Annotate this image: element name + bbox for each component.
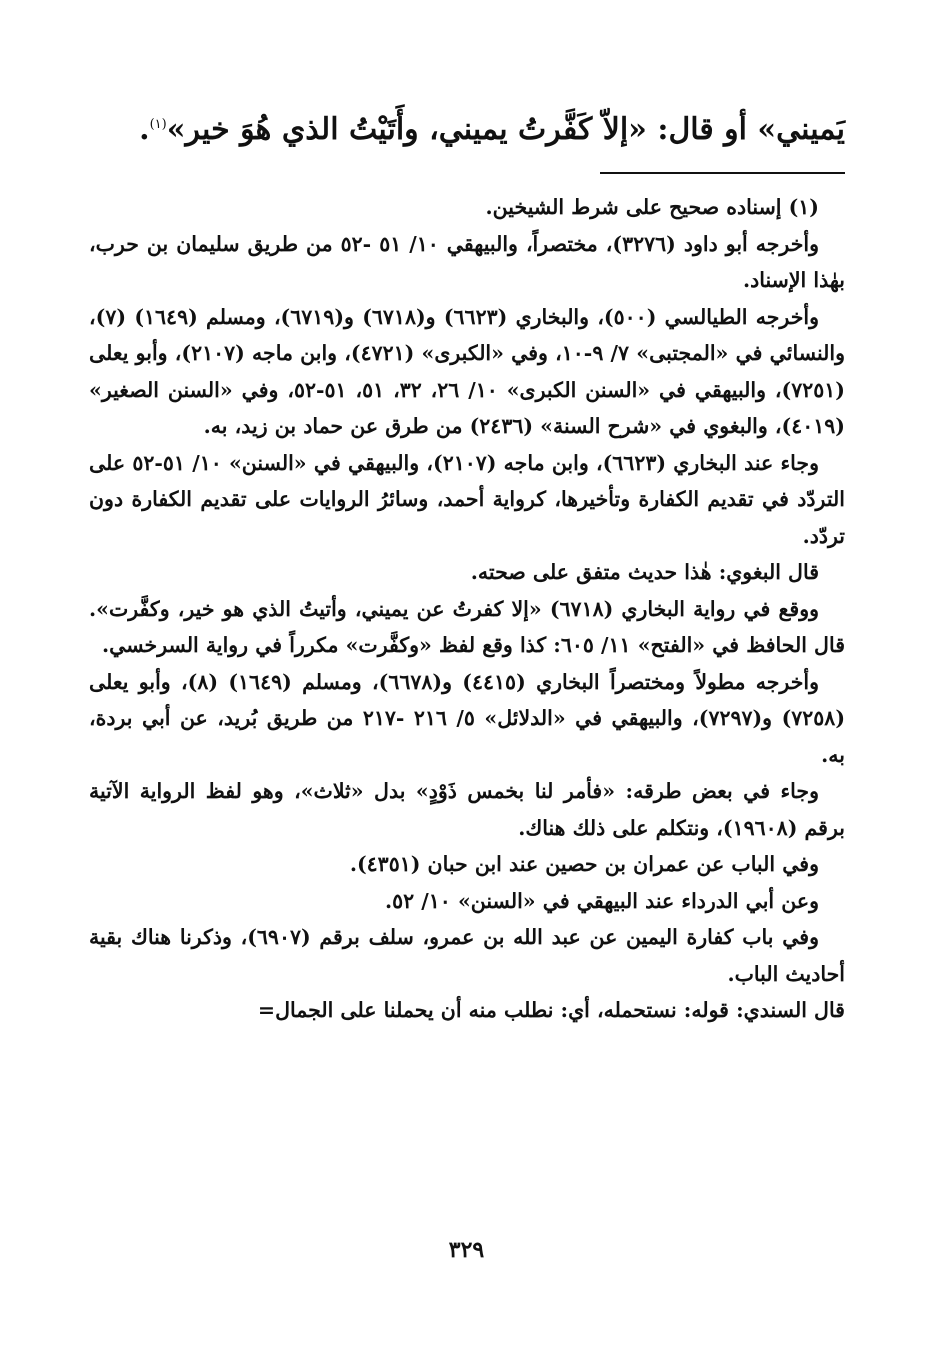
footnote-paragraph: قال السندي: قوله: نستحمله، أي: نطلب منه أن يحملنا على الجمال= [257, 998, 845, 1022]
footnote-separator [600, 172, 845, 174]
main-text-period: . [139, 112, 150, 147]
footnote-paragraph: وعن أبي الدرداء عند البيهقي في «السنن» ١٠/ ٥٢. [384, 888, 819, 913]
footnote-paragraph: وأخرجه الطيالسي (٥٠٠)، والبخاري (٦٦٢٣) و(٦٧١٨) و(٦٧١٩)، ومسلم (١٦٤٩) (٧)، والنسائي في «المجتبى» ٧/ ٩-١٠، وفي «الكبرى» (٤٧٢١)، وابن ماجه (٢١٠٧)، وأبو يعلى (٧٢٥١)، والبيهقي في «السنن الكبرى» ١٠/ ٢٦، ٣٢، ٥١، ٥١-٥٢، وفي «السنن الصغير» (٤٠١٩)، والبغوي في «شرح السنة» (٢٤٣٦) من طرق عن حماد بن زيد، به. [89, 304, 846, 438]
footnote-paragraph: وفي الباب عن عمران بن حصين عند ابن حبان (٤٣٥١). [349, 852, 819, 876]
footnotes-section [89, 189, 845, 1029]
main-text-line [85, 100, 845, 155]
page-number: ٣٢٩ [448, 1237, 485, 1263]
footnote-paragraph: وأخرجه مطولاً ومختصراً البخاري (٤٤١٥) و(٦٦٧٨)، ومسلم (١٦٤٩) (٨)، وأبو يعلى (٧٢٥٨) و(٧٢٩٧)، والبيهقي في «الدلائل» ٥/ ٢١٦ -٢١٧ من طريق بُريد، عن أبي بردة، به. [89, 669, 846, 767]
footnote-paragraph: ووقع في رواية البخاري (٦٧١٨) «إلا كفرتُ عن يميني، وأتيتُ الذي هو خير، وكفَّرت». قال الحافظ في «الفتح» ١١/ ٦٠٥: كذا وقع لفظ «وكفَّرت» مكرراً في رواية السرخسي. [89, 596, 845, 657]
footnote-paragraph: قال البغوي: هٰذا حديث متفق على صحته. [470, 560, 819, 584]
footnote-paragraph: (١) إسناده صحيح على شرط الشيخين. [485, 195, 819, 219]
footnote-paragraph: وجاء في بعض طرقه: «فأمر لنا بخمس ذَوْدٍ» بدل «ثلاث»، وهو لفظ الرواية الآتية برقم (١٩٦٠٨)، ونتكلم على ذلك هناك. [89, 779, 845, 840]
footnote-paragraph: وجاء عند البخاري (٦٦٢٣)، وابن ماجه (٢١٠٧)، والبيهقي في «السنن» ١٠/ ٥١-٥٢ على التردّد في تقديم الكفارة وتأخيرها، كرواية أحمد، وسائرُ الروايات على تقديم الكفارة دون تردّد. [89, 450, 845, 548]
footnote-paragraph: وأخرجه أبو داود (٣٢٧٦)، مختصراً، والبيهقي ١٠/ ٥١ -٥٢ من طريق سليمان بن حرب، بهٰذا الإسناد. [89, 231, 845, 292]
footnote-marker: (١) [149, 117, 167, 132]
footnote-paragraph: وفي باب كفارة اليمين عن عبد الله بن عمرو، سلف برقم (٦٩٠٧)، وذكرنا هناك بقية أحاديث الباب. [89, 925, 845, 986]
main-text: يَميني» أو قال: «إلاّ كَفَّرتُ يميني، وأَتَيْتُ الذي هُوَ خير» [166, 112, 845, 147]
